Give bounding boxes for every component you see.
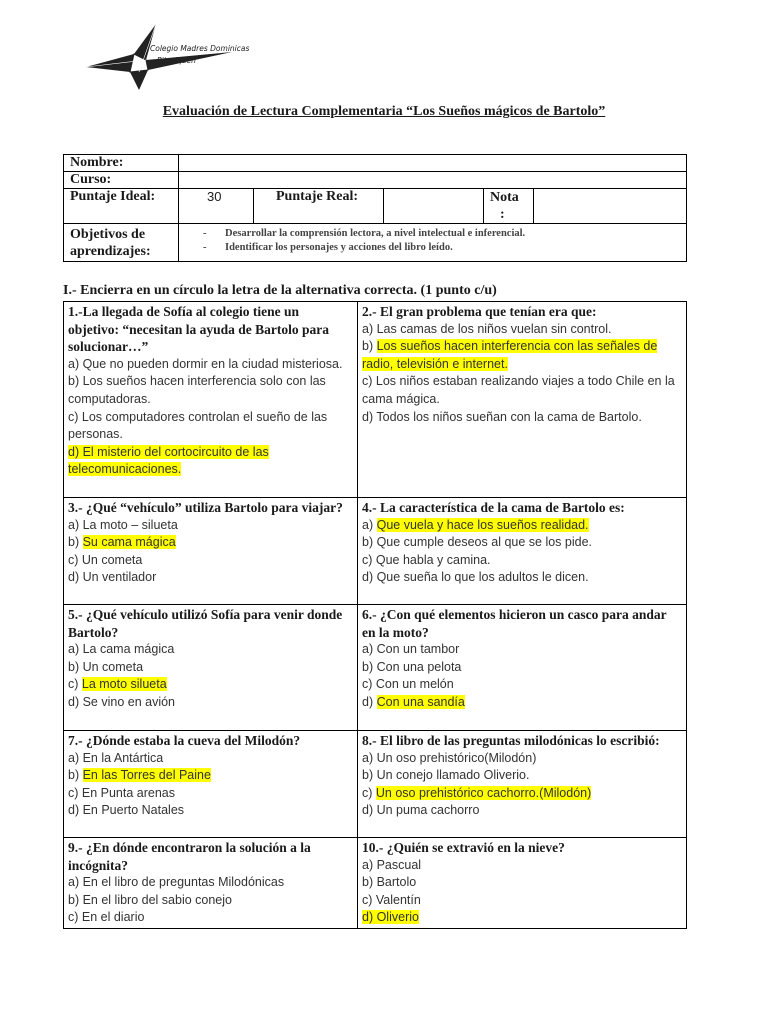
question-4: 4.- La característica de la cama de Bartolo es: a) Que vuela y hace los sueños realidad. b) Que cumple deseos al que se los pide. c) Que habla y camina. d) Que sueña lo que los adultos le dicen. bbox=[358, 498, 687, 605]
option[interactable]: b) Con una pelota bbox=[362, 659, 462, 674]
puntaje-real-label: Puntaje Real: bbox=[254, 189, 384, 224]
option[interactable]: c) Que habla y camina. bbox=[362, 552, 491, 567]
option[interactable]: d) Un puma cachorro bbox=[362, 803, 480, 818]
question-8: 8.- El libro de las preguntas milodónicas lo escribió: a) Un oso prehistórico(Milodón) b) Un conejo llamado Oliverio. c) Un oso prehistórico cachorro.(Milodón) d) Un puma cachorro bbox=[358, 731, 687, 838]
option[interactable]: c) Los niños estaban realizando viajes a todo Chile en la cama mágica. bbox=[362, 374, 675, 406]
puntaje-real-field[interactable] bbox=[384, 189, 484, 224]
option[interactable]: a) La moto – silueta bbox=[68, 517, 178, 532]
option[interactable]: d) Se vino en avión bbox=[68, 694, 176, 709]
option-correct[interactable]: b) En las Torres del Paine bbox=[68, 768, 211, 783]
option-correct[interactable]: d) Con una sandía bbox=[362, 694, 465, 709]
question-1: 1.-La llegada de Sofía al colegio tiene un objetivo: “necesitan la ayuda de Bartolo para solucionar…” a) Que no pueden dormir en la ciudad misteriosa. b) Los sueños hacen interferencia solo con las computadoras. c) Los computadores controlan el sueño de las personas. d) El misterio del cortocircuito de las telecomunicaciones. bbox=[64, 302, 358, 498]
option[interactable]: a) La cama mágica bbox=[68, 642, 175, 657]
question-3: 3.- ¿Qué “vehículo” utiliza Bartolo para viajar? a) La moto – silueta b) Su cama mágica c) Un cometa d) Un ventilador bbox=[64, 498, 358, 605]
option-correct[interactable]: d) Oliverio bbox=[362, 910, 419, 925]
option[interactable]: d) Todos los niños sueñan con la cama de Bartolo. bbox=[362, 409, 642, 424]
option-correct[interactable]: a) Que vuela y hace los sueños realidad. bbox=[362, 517, 589, 532]
option-correct[interactable]: d) El misterio del cortocircuito de las telecomunicaciones. bbox=[68, 444, 269, 477]
nota-field[interactable] bbox=[534, 189, 687, 224]
curso-label: Curso: bbox=[64, 172, 179, 189]
option[interactable]: b) Un conejo llamado Oliverio. bbox=[362, 768, 530, 783]
objetivos-label: Objetivos de aprendizajes: bbox=[64, 224, 179, 262]
nombre-field[interactable] bbox=[179, 155, 687, 172]
option-correct[interactable]: c) La moto silueta bbox=[68, 677, 167, 692]
option-correct[interactable]: b) Los sueños hacen interferencia con las señales de radio, televisión e internet. bbox=[362, 339, 658, 371]
option[interactable]: a) Que no pueden dormir en la ciudad misteriosa. bbox=[68, 356, 343, 371]
section-instructions: I.- Encierra en un círculo la letra de la alternativa correcta. (1 punto c/u) bbox=[63, 283, 497, 298]
questions-table bbox=[63, 301, 687, 929]
option[interactable]: c) Los computadores controlan el sueño de las personas. bbox=[68, 409, 328, 442]
logo-school-city: Pitrufquén bbox=[157, 56, 196, 65]
option[interactable]: a) Con un tambor bbox=[362, 642, 460, 657]
objetivos-list bbox=[179, 224, 687, 262]
option[interactable]: b) Un cometa bbox=[68, 659, 144, 674]
option[interactable]: a) En la Antártica bbox=[68, 750, 164, 765]
question-7: 7.- ¿Dónde estaba la cueva del Milodón? a) En la Antártica b) En las Torres del Paine c) En Punta arenas d) En Puerto Natales bbox=[64, 731, 358, 838]
curso-field[interactable] bbox=[179, 172, 687, 189]
puntaje-ideal-value: 30 bbox=[179, 189, 254, 224]
logo-school-name: Colegio Madres Dominicas bbox=[150, 44, 250, 53]
option[interactable]: b) En el libro del sabio conejo bbox=[68, 892, 232, 907]
option[interactable]: c) En el diario bbox=[68, 910, 145, 925]
option[interactable]: c) Valentín bbox=[362, 892, 421, 907]
nota-colon: : bbox=[500, 207, 505, 222]
nota-label: Nota bbox=[490, 190, 519, 205]
option[interactable]: a) Pascual bbox=[362, 857, 422, 872]
option[interactable]: a) Un oso prehistórico(Milodón) bbox=[362, 750, 537, 765]
objetivo-item: - Identificar los personajes y acciones del libro leído. bbox=[203, 242, 453, 253]
option[interactable]: c) Con un melón bbox=[362, 677, 454, 692]
option[interactable]: c) En Punta arenas bbox=[68, 785, 176, 800]
question-5: 5.- ¿Qué vehículo utilizó Sofía para venir donde Bartolo? a) La cama mágica b) Un cometa c) La moto silueta d) Se vino en avión bbox=[64, 605, 358, 731]
option[interactable]: b) Bartolo bbox=[362, 875, 417, 890]
option[interactable]: a) En el libro de preguntas Milodónicas bbox=[68, 875, 285, 890]
question-10: 10.- ¿Quién se extravió en la nieve? a) Pascual b) Bartolo c) Valentín d) Oliverio bbox=[358, 838, 687, 929]
option[interactable]: d) En Puerto Natales bbox=[68, 803, 185, 818]
student-info-table bbox=[63, 154, 687, 262]
puntaje-ideal-label: Puntaje Ideal: bbox=[64, 189, 179, 224]
objetivo-item: - Desarrollar la comprensión lectora, a nivel intelectual e inferencial. bbox=[203, 228, 526, 239]
question-2: 2.- El gran problema que tenían era que: a) Las camas de los niños vuelan sin control. b) Los sueños hacen interferencia con las señales de radio, televisión e internet. c) Los niños estaban realizando viajes a todo Chile en la cama mágica. d) Todos los niños sueñan con la cama de Bartolo. bbox=[358, 302, 687, 498]
option[interactable]: d) Un ventilador bbox=[68, 570, 157, 585]
page-title: Evaluación de Lectura Complementaria “Los Sueños mágicos de Bartolo” bbox=[162, 104, 606, 119]
option[interactable]: d) Que sueña lo que los adultos le dicen. bbox=[362, 570, 589, 585]
option-correct[interactable]: c) Un oso prehistórico cachorro.(Milodón) bbox=[362, 785, 592, 800]
option[interactable]: b) Que cumple deseos al que se los pide. bbox=[362, 535, 592, 550]
option[interactable]: a) Las camas de los niños vuelan sin control. bbox=[362, 321, 612, 336]
option-correct[interactable]: b) Su cama mágica bbox=[68, 535, 176, 550]
nombre-label: Nombre: bbox=[64, 155, 179, 172]
question-6: 6.- ¿Con qué elementos hicieron un casco para andar en la moto? a) Con un tambor b) Con una pelota c) Con un melón d) Con una sandía bbox=[358, 605, 687, 731]
question-9: 9.- ¿En dónde encontraron la solución a la incógnita? a) En el libro de preguntas Milodónicas b) En el libro del sabio conejo c) En el diario bbox=[64, 838, 358, 929]
option[interactable]: c) Un cometa bbox=[68, 552, 143, 567]
option[interactable]: b) Los sueños hacen interferencia solo con las computadoras. bbox=[68, 374, 326, 406]
